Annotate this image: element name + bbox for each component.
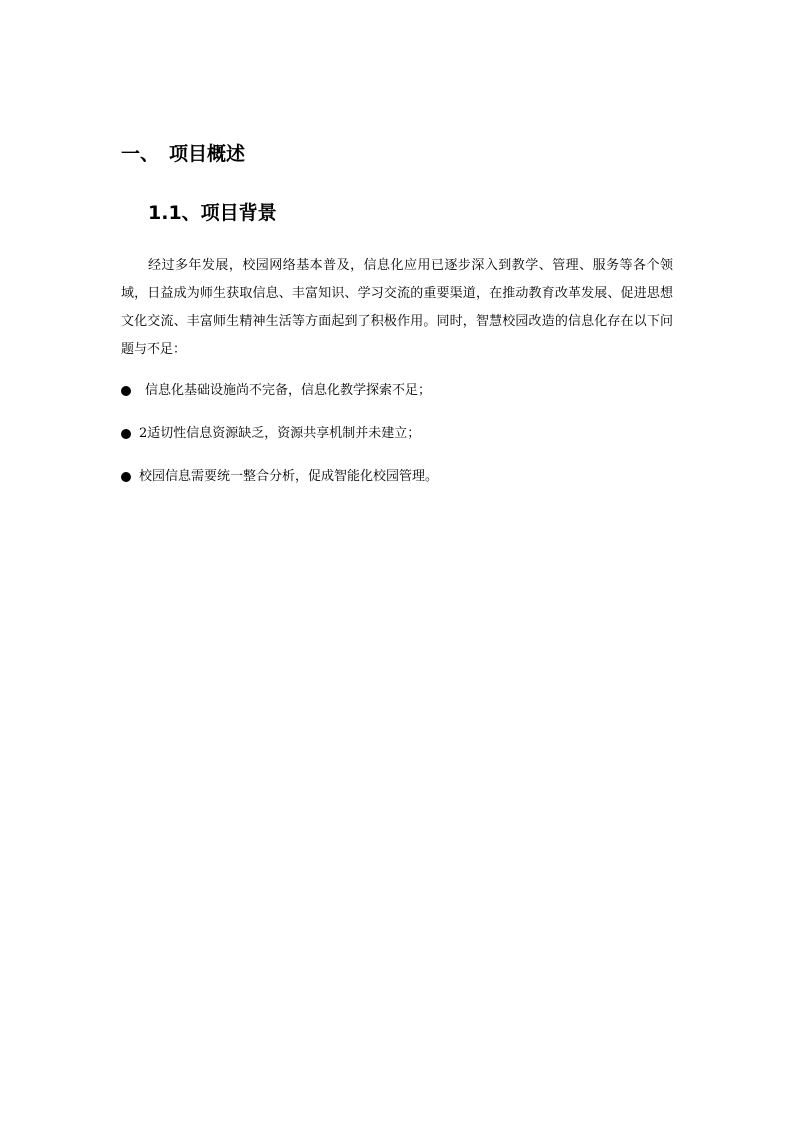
section-number: 一、 — [121, 143, 160, 165]
list-item — [121, 466, 681, 488]
bullet-dot-icon — [121, 472, 131, 482]
bullet-dot-icon — [121, 386, 131, 396]
subsection-heading: 1.1、项目背景 — [148, 202, 277, 224]
background-paragraph: 经过多年发展，校园网络基本普及，信息化应用已逐步深入到教学、管理、服务等各个领域，日益成为师生获取信息、丰富知识、学习交流的重要渠道，在推动教育改革发展、促进思想文化交流、丰富师生精神生活等方面起到了积极作用。同时，智慧校园改造的信息化存在以下问题与不足： — [121, 258, 673, 357]
issue-list — [121, 380, 681, 509]
list-item-text: 2适切性信息资源缺乏，资源共享机制并未建立； — [139, 426, 421, 441]
section-heading — [121, 140, 245, 168]
list-item-text: 信息化基础设施尚不完备，信息化教学探索不足； — [145, 383, 432, 398]
list-item-text: 校园信息需要统一整合分析，促成智能化校园管理。 — [139, 469, 439, 484]
bullet-dot-icon — [121, 429, 131, 439]
list-item — [121, 423, 681, 445]
list-item — [121, 380, 681, 402]
section-title: 项目概述 — [169, 143, 246, 165]
